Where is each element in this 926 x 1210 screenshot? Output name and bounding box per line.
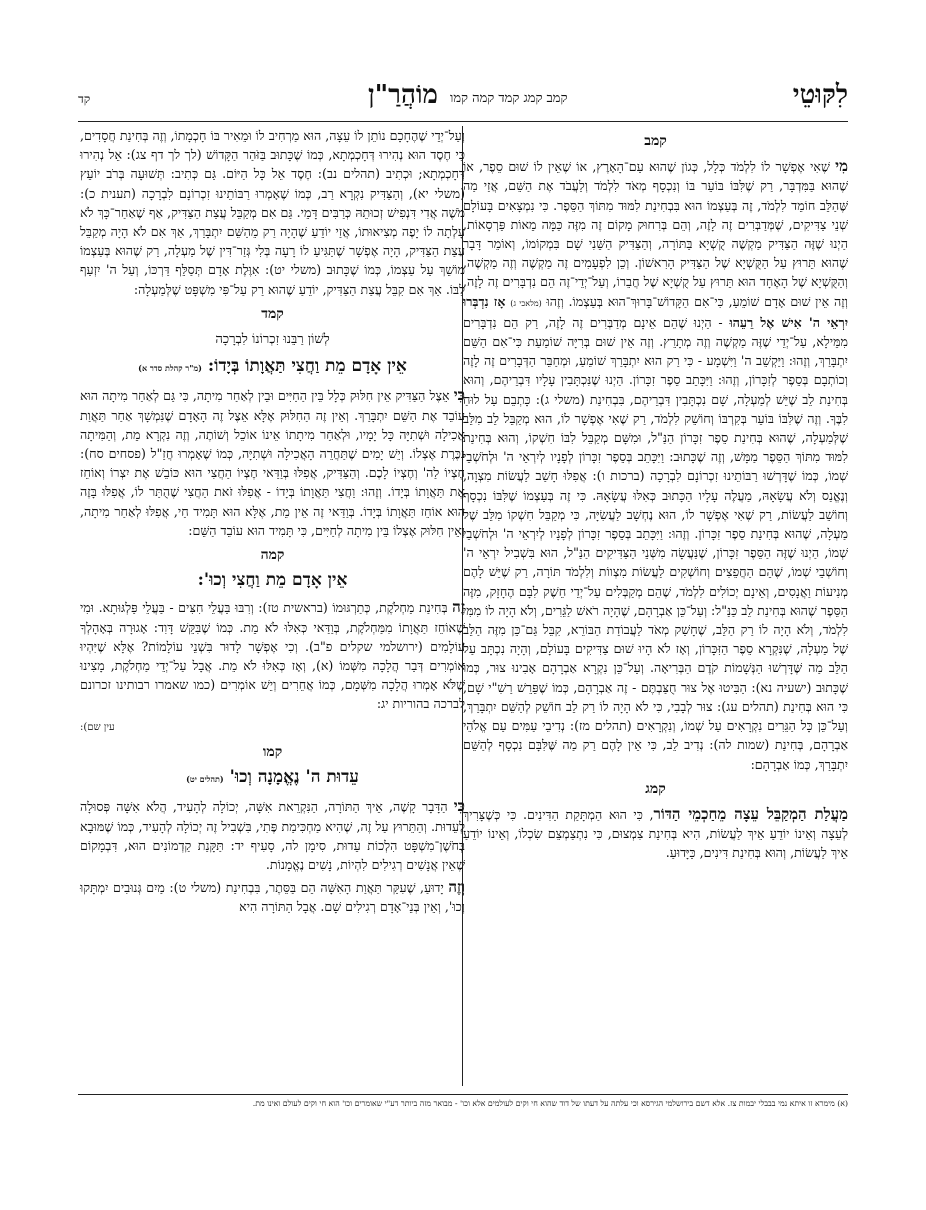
footnote-rule xyxy=(78,1094,848,1095)
section-144-title: קמד xyxy=(261,305,284,322)
section-146-heading xyxy=(80,768,465,789)
section-144-paragraph xyxy=(80,386,465,540)
section-142-lead-word: מִי xyxy=(835,157,848,176)
header-rule xyxy=(78,121,848,122)
section-144-text: אֵצֶל הַצַּדִּיק אֵין חִלּוּק כְּלָל בֵּין הַחַיִּים וּבֵין לְאַחַר מִיתָה, כִּי גַּם לְאַחַר מִיתָה הוּא עוֹבֵד אֶת הַשֵּׁם יִתְבָּרַךְ. וְאֵין זֶה הַחִלּוּק אֶלָּא אֵצֶל זֶה הָאָדָם שֶׁנִּמְשָׁךְ אַחַר תַּאֲוַת אֲכִילָה וּשְׁתִיָּה כָּל יָמָיו, וּלְאַחַר מִיתָתוֹ אֵינוֹ אוֹכֵל וְשׁוֹתֶה, וְזֶה נִקְרָא מֵת, וְהַמִּיתָה נִכֶּרֶת אֶצְלוֹ. וְיֵשׁ יָמִים שֶׁתַּחֲרֵה הָאֲכִילָה וּשְׁתִיָּה, כְּמוֹ שֶׁאָמְרוּ חֲזַ"ל (פסחים סח): חֶצְיוֹ לַה' וְחֶצְיוֹ לָכֶם. וְהַצַּדִּיק, אֲפִלּוּ בְּוַדַּאי חֶצְיוֹ הַחֲצִי הוּא כּוֹבֵשׁ אֶת יִצְרוֹ וְאוֹחֵז אֶת תַּאֲוָתוֹ בְּיָדוֹ. וְזֶהוּ: וַחֲצִי תַּאֲוָתוֹ בְּיָדוֹ - אֲפִלּוּ זֹאת הַחֲצִי שֶׁהֻתַּר לוֹ, אֲפִלּוּ בָּזֶה הוּא אוֹחֵז תַּאֲוָתוֹ בְּיָדוֹ. בְּוַדַּאי זֶה אֵין מֵת, אֶלָּא הוּא תָּמִיד חַי, אֲפִלּוּ לְאַחַר מִיתָה, וְאֵין חִלּוּק אֶצְלוֹ בֵּין מִיתָה לְחַיִּים, כִּי תָּמִיד הוּא עוֹבֵד הַשֵּׁם: xyxy=(80,388,465,538)
section-143-continuation: וְעַל־יְדֵי שֶׁהֶחָכָם נוֹתֵן לוֹ עֵצָה, הוּא מַרְחִיב לוֹ וּמֵאִיר בּוֹ חָכְמָתוֹ, וְזֶה בְּחִינַת חֲסָדִים, כִּי חֶסֶד הוּא נְהִירוּ דְּחָכְמְתָא, כְּמוֹ שֶׁכָּתוּב בַּזֹּהַר הַקָּדוֹשׁ (לך לך דף צג): אֵל נְהִירוּ דְּחָכְמְתָא; וּכְתִיב (תהלים נב): חֶסֶד אֵל כָּל הַיּוֹם. גַּם כְּתִיב: תְּשׁוּעָה בְּרֹב יוֹעֵץ (משלי יא), וְהַצַּדִּיק נִקְרָא רַב, כְּמוֹ שֶׁאָמְרוּ רַבּוֹתֵינוּ זִכְרוֹנָם לִבְרָכָה (תענית כ): מֹשֶׁה אֲדִי דִּנְפִישׁ זְכוּתֵהּ כְּרַבִּים דָּמֵי. גַּם אִם מְקַבֵּל עֲצַת הַצַּדִּיק, אַף שֶׁאַחַר־כָּךְ לֹא עָלְתָה לוֹ יָפֶה מְצִיאוּתוֹ, אֲזַי יוֹדֵעַ שֶׁהָיָה רַק מֵהַשֵּׁם יִתְבָּרַךְ, אַךְ אִם לֹא הָיָה מְקַבֵּל עֲצַת הַצַּדִּיק, הָיָה אֶפְשָׁר שֶׁתַּגִּיעַ לוֹ רָעָה בְּלִי גְּזַר־דִּין שֶׁל מַעְלָה, רַק שֶׁהוּא בְּעַצְמוֹ מוֹשֵׁךְ עַל עַצְמוֹ, כְּמוֹ שֶׁכָּתוּב (משלי יט): אִוֶּלֶת אָדָם תְּסַלֵּף דַּרְכּוֹ, וְעַל ה' יִזְעַף לִבּוֹ. אַךְ אִם קִבֵּל עֲצַת הַצַּדִּיק, יוֹדֵעַ שֶׁהוּא רַק עַל־פִּי מִשְׁפָּט שֶׁלְּמַעְלָה: xyxy=(80,128,465,297)
section-145-paragraph xyxy=(80,598,465,713)
page-header xyxy=(78,80,848,120)
section-144-subtitle: לְשׁוֹן רַבֵּנוּ זִכְרוֹנוֹ לִבְרָכָה xyxy=(215,332,330,348)
section-146-title: קמו xyxy=(262,743,283,760)
left-column xyxy=(80,126,465,921)
section-145-title: קמה xyxy=(260,547,285,564)
section-146-ref: (תהלים יט) xyxy=(186,774,224,785)
section-146-text-2: יָדוּעַ, שֶׁעִקַּר תַּאֲוַת הָאִשָּׁה הֵם בַּסֵּתֶר, בִּבְחִינַת (משלי ט): מַיִם גְּנוּבִים יִמְתָּקוּ וְכוּ', וְאֵין בְּנֵי־אָדָם רְגִילִים שָׁם. אֲבָל הַתּוֹרָה הִיא xyxy=(80,880,465,915)
section-146-heading-text: עֵדוּת ה' נֶאֱמָנָה וְכוּ' xyxy=(229,767,359,788)
section-142-text-1: שֶׁאִי אֶפְשָׁר לוֹ לִלְמֹד כְּלָל, כְּגוֹן שֶׁהוּא עַם־הָאָרֶץ, אוֹ שֶׁאֵין לוֹ שׁוּם סֵפֶר, אוֹ שֶׁהוּא בַּמִּדְבָּר, רַק שֶׁלִּבּוֹ בּוֹעֵר בּוֹ וְנִכְסָף מְאֹד לִלְמֹד וְלַעֲבֹד אֶת הַשֵּׁם, אֲזַי מַה שֶּׁהַלֵּב חוֹמֵד לִלְמֹד, זֶה בְּעַצְמוֹ הוּא בִּבְחִינַת לִמּוּד מִתּוֹךְ הַסֵּפֶר. כִּי נִמְצָאִים בָּעוֹלָם שְׁנֵי צַדִּיקִים, שֶׁמְּדַבְּרִים זֶה לָזֶה, וְהֵם בְּרִחוּק מָקוֹם זֶה מִזֶּה כַּמָּה מֵאוֹת פַּרְסָאוֹת, הַיְנוּ שֶׁזֶּה הַצַּדִּיק מַקְשֶׁה קֻשְׁיָא בַּתּוֹרָה, וְהַצַּדִּיק הַשֵּׁנִי שָׁם בִּמְקוֹמוֹ, וְאוֹמֵר דָּבָר שֶׁהוּא תֵּרוּץ עַל הַקֻּשְׁיָא שֶׁל הַצַּדִּיק הָרִאשׁוֹן. וְכֵן לִפְעָמִים זֶה מַקְשֶׁה וְזֶה מַקְשֶׁה, וְהַקֻּשְׁיָא שֶׁל הָאֶחָד הוּא תֵּרוּץ עַל קֻשְׁיָא שֶׁל חֲבֵרוֹ, וְעַל־יְדֵי־זֶה הֵם נִדְבָּרִים זֶה לָזֶה, וְזֶה אֵין שׁוּם אָדָם שׁוֹמֵעַ, כִּי־אִם הַקָּדוֹשׁ־בָּרוּךְ־הוּא בְּעַצְמוֹ. וְזֶהוּ xyxy=(463,159,848,309)
section-142-verse: אָז נִדְבְּרוּ יִרְאֵי ה' אִישׁ אֶל רֵעֵהוּ xyxy=(463,293,849,330)
section-146-paragraph-1 xyxy=(80,797,465,874)
section-144-heading xyxy=(80,357,465,378)
section-142-text-2: - הַיְנוּ שֶׁהֵם אֵינָם מְדַבְּרִים זֶה לָזֶה, רַק הֵם נִדְבָּרִים מִמֵּילָא, עַל־יְדֵי שֶׁזֶּה מַקְשֶׁה וְזֶה מְתָרֵץ. וְזֶה אֵין שׁוּם בְּרִיָּה שׁוֹמַעַת כִּי־אִם הַשֵּׁם יִתְבָּרַךְ, וְזֶהוּ: וַיַּקְשֵׁב ה' וַיִּשְׁמָע - כִּי רַק הוּא יִתְבָּרַךְ שׁוֹמֵעַ, וּמְחַבֵּר הַדְּבָרִים זֶה לָזֶה וְכוֹתְבָם בְּסֵפֶר לְזִכָּרוֹן, וְזֶהוּ: וַיִּכָּתֵב סֵפֶר זִכָּרוֹן. הַיְנוּ שֶׁנִּכְתָּבִין עָלָיו דִּבְרֵיהֶם, וְהוּא בְּחִינַת לֵב שֶׁיֵּשׁ לְמַעְלָה, שָׁם נִכְתָּבִין דִּבְרֵיהֶם, בִּבְחִינַת (משלי ג): כָּתְבֵם עַל לוּחַ לִבֶּךָ. וְזֶה שֶׁלִּבּוֹ בּוֹעֵר בְּקִרְבּוֹ וְחוֹשֵׁק לִלְמֹד, רַק שֶׁאִי אֶפְשָׁר לוֹ, הוּא מְקַבֵּל לֵב מִלֵּב שֶׁלְּמַעְלָה, שֶׁהוּא בְּחִינַת סֵפֶר זִכָּרוֹן הַנַּ"ל, וּמִשָּׁם מְקַבֵּל לִבּוֹ חִשְׁקוֹ, וְהוּא בְּחִינַת לִמּוּד מִתּוֹךְ הַסֵּפֶר מַמָּשׁ, וְזֶה שֶׁכָּתוּב: וַיִּכָּתֵב בְּסֵפֶר זִכָּרוֹן לְפָנָיו לְיִרְאֵי ה' וּלְחֹשְׁבֵי שְׁמוֹ, כְּמוֹ שֶׁדָּרְשׁוּ רַבּוֹתֵינוּ זִכְרוֹנָם לִבְרָכָה (ברכות ו): אֲפִלּוּ חָשַׁב לַעֲשׂוֹת מִצְוָה, וְנֶאֱנַס וְלֹא עֲשָׂאָהּ, מַעֲלֶה עָלָיו הַכָּתוּב כְּאִלּוּ עֲשָׂאָהּ. כִּי זֶה בְּעַצְמוֹ שֶׁלִּבּוֹ נִכְסָף וְחוֹשֵׁב לַעֲשׂוֹת, רַק שֶׁאִי אֶפְשָׁר לוֹ, הוּא נֶחְשָׁב לַעֲשִׂיָּה, כִּי מְקַבֵּל חִשְׁקוֹ מִלֵּב שֶׁל מַעְלָה, שֶׁהוּא בְּחִינַת סֵפֶר זִכָּרוֹן. וְזֶהוּ: וַיִּכָּתֵב בְּסֵפֶר זִכָּרוֹן לְפָנָיו לְיִרְאֵי ה' וּלְחֹשְׁבֵי שְׁמוֹ, הַיְנוּ שֶׁזֶּה הַסֵּפֶר זִכָּרוֹן, שֶׁנַּעֲשָׂה מִשְּׁנֵי הַצַּדִּיקִים הַנַּ"ל, הוּא בִּשְׁבִיל יִרְאֵי ה' וְחוֹשְׁבֵי שְׁמוֹ, שֶׁהֵם הַחֲפֵצִים וְחוֹשְׁקִים לַעֲשׂוֹת מִצְווֹת וְלִלְמֹד תּוֹרָה, רַק שֶׁיֵּשׁ לָהֶם מְנִיעוֹת וַאֲנָסִים, וְאֵינָם יְכוֹלִים לִלְמֹד, שֶׁהֵם מְקַבְּלִים עַל־יְדֵי חֵשֶׁק לִבָּם הֶחָזָק, מִזֶּה הַסֵּפֶר שֶׁהוּא בְּחִינַת לֵב כַּנַּ"ל: וְעַל־כֵּן אַבְרָהָם, שֶׁהָיָה רֹאשׁ לַגֵּרִים, וְלֹא הָיָה לוֹ מִמִּי לִלְמֹד, וְלֹא הָיָה לוֹ רַק הַלֵּב, שֶׁחָשַׁק מְאֹד לַעֲבוֹדַת הַבּוֹרֵא, קִבֵּל גַּם־כֵּן מִזֶּה הַלֵּב שֶׁל מַעְלָה, שֶׁנִּקְרָא סֵפֶר הַזִּכָּרוֹן, וְאָז לֹא הָיוּ שׁוּם צַדִּיקִים בָּעוֹלָם, וְהָיָה נִכְתָּב עַל הַלֵּב מַה שֶּׁדָּרְשׁוּ הַנְּשָׁמוֹת קֹדֶם הַבְּרִיאָה. וְעַל־כֵּן נִקְרָא אַבְרָהָם אָבִינוּ צוּר, כְּמוֹ שֶׁכָּתוּב (ישעיה נא): הַבִּיטוּ אֶל צוּר חֻצַּבְתֶּם - זֶה אַבְרָהָם, כְּמוֹ שֶׁפֵּרֵשׁ רַשִׁ"י שָׁם, כִּי הוּא בְּחִינַת (תהלים עג): צוּר לְבָבִי, כִּי לֹא הָיָה לוֹ רַק לֵב חוֹשֵׁק לְהַשֵּׁם יִתְבָּרַךְ, וְעַל־כֵּן כָּל הַגֵּרִים נִקְרָאִים עַל שְׁמוֹ, וְנִקְרָאִים (תהלים מז): נְדִיבֵי עַמִּים עַם אֱלֹהֵי אַבְרָהָם, בְּחִינַת (שמות לה): נְדִיב לֵב, כִּי אֵין לָהֶם רַק מַה שֶּׁלִּבָּם נִכְסָף לְהַשֵּׁם יִתְבָּרַךְ, כְּמוֹ אַבְרָהָם: xyxy=(463,314,848,772)
section-142-ref: (מלאכי ג) xyxy=(510,298,542,308)
sections-range: קמב קמג קמד קמה קמו xyxy=(450,91,568,106)
page-number: קד xyxy=(78,92,91,106)
section-146-lead-word-2: וְזֶה xyxy=(448,878,465,897)
running-title-right: לִקּוּטֵי xyxy=(792,80,848,110)
section-142-title: קמב xyxy=(644,133,667,149)
running-title-left: מוֹהֲרַ"ן xyxy=(368,80,438,110)
section-146-text-1: הַדָּבָר קָשֶׁה, אֵיךְ הַתּוֹרָה, הַנִּקְרֵאת אִשָּׁה, יְכוֹלָה לְהָעִיד, הֲלֹא אִשָּׁה פְּסוּלָה לְעֵדוּת. וְהַתֵּרוּץ עַל זֶה, שֶׁהִיא מַחְכִּימַת פֶּתִי, בִּשְׁבִיל זֶה יְכוֹלָה לְהָעִיד, כְּמוֹ שֶׁמּוּבָא בְּחֹשֶׁן־מִשְׁפָּט הִלְכוֹת עֵדוּת, סִימָן לה, סָעִיף יד: תַּקָּנַת קַדְמוֹנִים הוּא, דִּבְמָקוֹם שֶׁאֵין אֲנָשִׁים רְגִילִים לִהְיוֹת, נָשִׁים נֶאֱמָנוֹת. xyxy=(80,799,465,872)
section-144-lead-word: כִּי xyxy=(453,386,465,405)
section-145-heading: אֵין אָדָם מֵת וַחֲצִי וְכוּ': xyxy=(197,570,348,591)
section-143-text-1: , כִּי הוּא הַמְתָּקַת הַדִּינִים. כִּי כְּשֶׁצָּרִיךְ לְעֵצָה וְאֵינוֹ יוֹדֵעַ אֵיךְ לַעֲשׂוֹת, הִיא בְּחִינַת צִמְצוּם, כִּי נִתְצַמְצֵם שִׂכְלוֹ, וְאֵינוֹ יוֹדֵעַ אֵיךְ לַעֲשׂוֹת, וְהוּא בְּחִינַת דִּינִים, כַּיָּדוּעַ. xyxy=(463,806,848,861)
right-column xyxy=(463,126,848,867)
section-144-ref: (מ"ר קהלת סדר א) xyxy=(138,363,202,374)
section-143-title: קמג xyxy=(645,780,666,797)
footnote: (א) מימרא זו איתא נמי בבבלי יבמות צז. אלא דשם בירושלמי הגירסא וכי עלתה על דעתו של דוד שהוא חי וקים לעולמים אלא וכו' - מבואר מזה ביותר דע"י שאומרים וכו' הוא חי וקים לעולם ואינו מת. xyxy=(252,1099,848,1108)
section-144-heading-text: אֵין אָדָם מֵת וַחֲצִי תַּאֲוָתוֹ בְּיָדוֹ: xyxy=(207,356,407,377)
section-146-paragraph-2 xyxy=(80,878,465,916)
section-143-paragraph-1 xyxy=(463,805,848,863)
section-145-text: בְּחִינַת מַחְלֹקֶת, כְּתַרְגּוּמוֹ (בראשית טז): וְרִבּוּ בַּעֲלֵי חִצִּים - בַּעֲלֵי פַּלְגּוּתָא. וּמִי שֶׁאוֹחֵז תַּאֲוָתוֹ מִמַּחְלֹקֶת, בְּוַדַּאי כְּאִלּוּ לֹא מֵת. כְּמוֹ שֶׁבִּקֵּשׁ דָּוִד: אָגוּרָה בְּאָהָלְךָ עוֹלָמִים (ירושלמי שקלים פ"ב). וְכִי אֶפְשָׁר לָדוּר בִּשְׁנֵי עוֹלָמוֹת? אֶלָּא שֶׁיִּהְיוּ אוֹמְרִים דְּבַר הֲלָכָה מִשְּׁמוֹ (א), וְאָז כְּאִלּוּ לֹא מֵת. אֲבָל עַל־יְדֵי מַחְלֹקֶת, מָצִינוּ שֶׁלֹּא אָמְרוּ הֲלָכָה מִשְּׁמָם, כְּמוֹ אֲחֵרִים וְיֵשׁ אוֹמְרִים (כמו שאמרו רבותינו זכרונם לברכה בהוריות יג: xyxy=(80,600,465,712)
section-142-paragraph-1 xyxy=(463,157,848,774)
section-145-note: עין שם): xyxy=(80,721,115,733)
section-145-lead-word: זֶה xyxy=(452,598,465,617)
section-146-lead-word: כִּי xyxy=(453,797,465,816)
section-143-lead: מַעֲלַת הַמְקַבֵּל עֵצָה מֵחַכְמֵי הַדּוֹר xyxy=(653,804,848,823)
